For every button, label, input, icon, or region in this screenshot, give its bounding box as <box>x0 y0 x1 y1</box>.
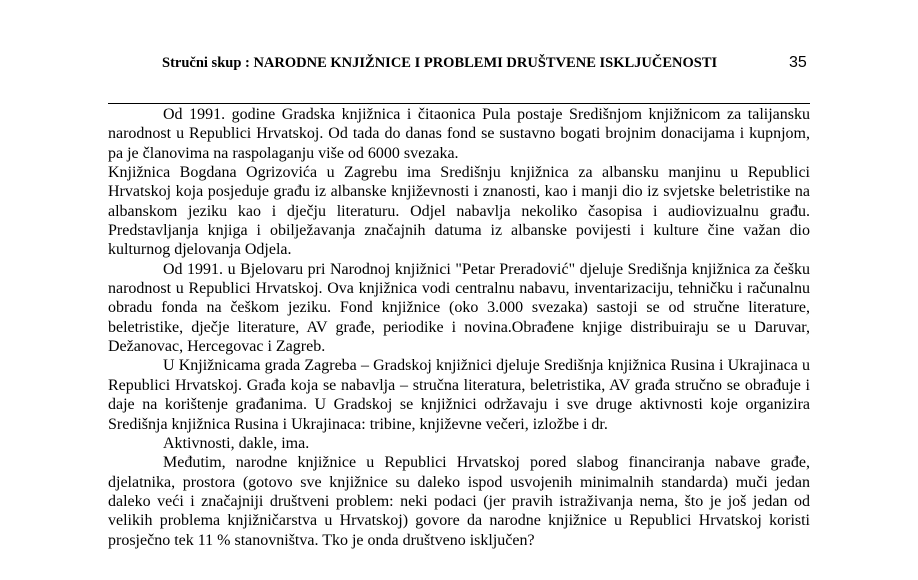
paragraph-activities: Aktivnosti, dakle, ima. <box>163 434 310 452</box>
paragraph-pula-library: Od 1991. godine Gradska knjižnica i čitaonica Pula postaje Središnjom knjižnicom za talijansku narodnost u Republici Hrvatskoj. Od tada do danas fond se sustavno bogati brojnim donacijama i kupnjom, pa je članovima na raspolaganju više od 6000 svezaka. <box>108 106 810 162</box>
page-number: 35 <box>789 54 807 71</box>
paragraph-czech-library: Od 1991. u Bjelovaru pri Narodnoj knjižnici "Petar Preradović" djeluje Središnja knjižnica za češku narodnost u Republici Hrvatskoj. Ova knjižnica vodi centralnu nabavu, inventarizaciju, tehničku i računalnu obradu fonda na češkom jeziku. Fond knjižnice (oko 3.000 svezaka) sastoji se od stručne literature, beletristike, dječje literature, AV građe, periodike i novina.Obrađene knjige distribuiraju se u Daruvar, Dežanovac, Hercegovac i Zagreb. <box>108 260 810 356</box>
paragraph-rusyn-ukrainian-library: U Knjižnicama grada Zagreba – Gradskoj knjižnici djeluje Središnja knjižnica Rusina i Ukrajinaca u Republici Hrvatskoj. Građa koja se nabavlja – stručna literatura, beletristika, AV građa stručno se obrađuje i daje na korištenje građanima. U Gradskoj se knjižnici održavaju i sve druge aktivnosti koje organizira Središnja knjižnica Rusina i Ukrajinaca: tribine, književne večeri, izložbe i dr. <box>108 357 810 433</box>
header-divider <box>108 103 810 104</box>
paragraph-albanian-library: Knjižnica Bogdana Ogrizovića u Zagrebu ima Središnju knjižnica za albansku manjinu u Republici Hrvatskoj koja posjeduje građu iz albanske književnosti i znanosti, kao i manji dio iz svjetske beletristike na albanskom jeziku kao i dječju literaturu. Odjel nabavlja nekoliko časopisa i audiovizualnu građu. Predstavljanja knjiga i obilježavanja značajnih datuma iz albanske povijesti i kulture čine važan dio kulturnog djelovanja Odjela. <box>108 164 810 259</box>
paragraph-social-exclusion: Međutim, narodne knjižnice u Republici Hrvatskoj pored slabog financiranja nabave građe, djelatnika, prostora (gotovo sve knjižnice su daleko ispod usvojenih minimalnih standarda) muči jedan daleko veći i značajniji društveni problem: neki podaci (jer pravih istraživanja nema, što je još jedan od velikih problema knjižničarstva u Hrvatskoj) govore da narodne knjižnice u Republici Hrvatskoj koristi prosječno tek 11 % stanovništva. Tko je onda društveno isključen? <box>108 454 810 549</box>
running-header-title: Stručni skup : NARODNE KNJIŽNICE I PROBLEMI DRUŠTVENE ISKLJUČENOSTI <box>162 55 718 71</box>
body-text <box>108 105 810 550</box>
